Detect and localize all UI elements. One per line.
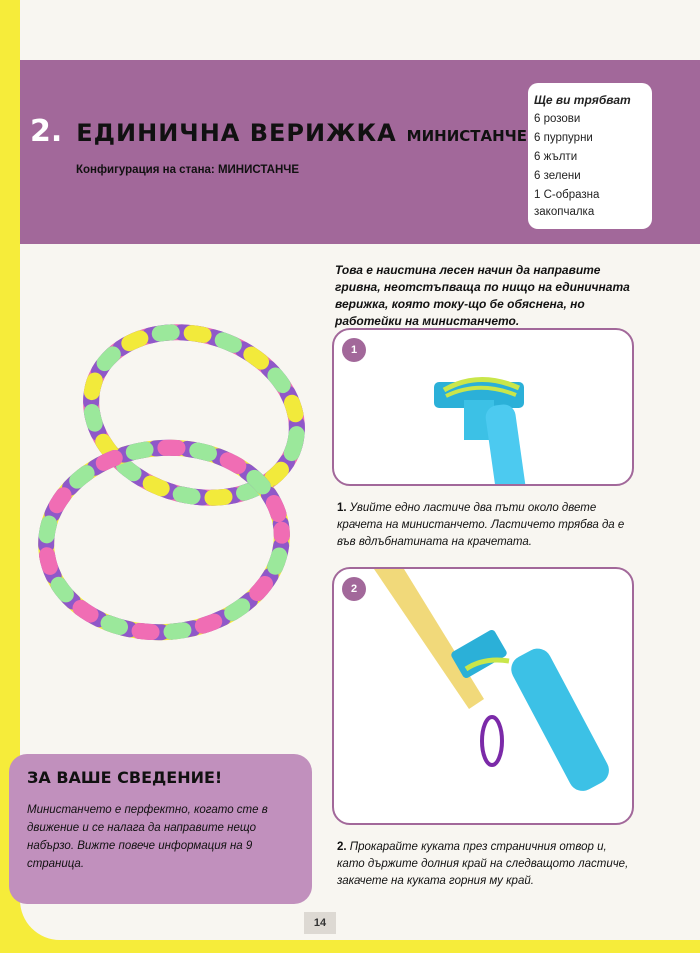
step-2-badge: 2 <box>342 577 366 601</box>
info-box <box>9 754 312 904</box>
materials-item: закопчалка <box>534 206 595 218</box>
section-number: 2. <box>30 114 63 149</box>
materials-item: 1 С-образна <box>534 189 600 201</box>
title-sub: МИНИСТАНЧЕ <box>406 127 528 145</box>
title-main: ЕДИНИЧНА ВЕРИЖКА <box>76 119 397 147</box>
step-2-photo <box>332 567 634 825</box>
step-1-caption <box>337 500 637 551</box>
materials-item: 6 жълти <box>534 151 578 163</box>
mini-loom-image <box>334 330 632 484</box>
loom-config: Конфигурация на стана: МИНИСТАНЧЕ <box>76 164 300 176</box>
step-1-text: Увийте едно ластиче два пъти около двете крачета на министанчето. Ластичето трябва да е във вдлъбнатината на крачетата. <box>337 502 625 548</box>
hook-loom-image <box>334 569 632 823</box>
info-text: Министанчето е перфектно, когато сте в движение и се налага да направите нещо набързо. Вижте повече информация на 9 страница. <box>27 804 268 870</box>
materials-item: 6 зелени <box>534 170 581 182</box>
page-number: 14 <box>304 912 336 934</box>
step-2-caption <box>337 839 637 890</box>
step-1-number: 1. <box>337 502 347 514</box>
materials-heading: Ще ви трябват <box>534 93 631 107</box>
materials-item: 6 розови <box>534 113 581 125</box>
bracelet-image <box>34 320 334 680</box>
step-1-photo <box>332 328 634 486</box>
materials-box <box>528 83 652 229</box>
info-heading: ЗА ВАШЕ СВЕДЕНИЕ! <box>27 768 223 787</box>
page-title <box>30 114 527 149</box>
step-2-text: Прокарайте куката през страничния отвор и, като държите долния край на следващото ластиче, закачете на куката горния му край. <box>337 841 629 887</box>
intro-text: Това е наистина лесен начин да направите гривна, неотстъпваща по нищо на единичната верижка, която току-що бе обяснена, но работейки на министанчето. <box>335 263 630 328</box>
materials-item: 6 пурпурни <box>534 132 593 144</box>
step-2-number: 2. <box>337 841 347 853</box>
step-1-badge: 1 <box>342 338 366 362</box>
